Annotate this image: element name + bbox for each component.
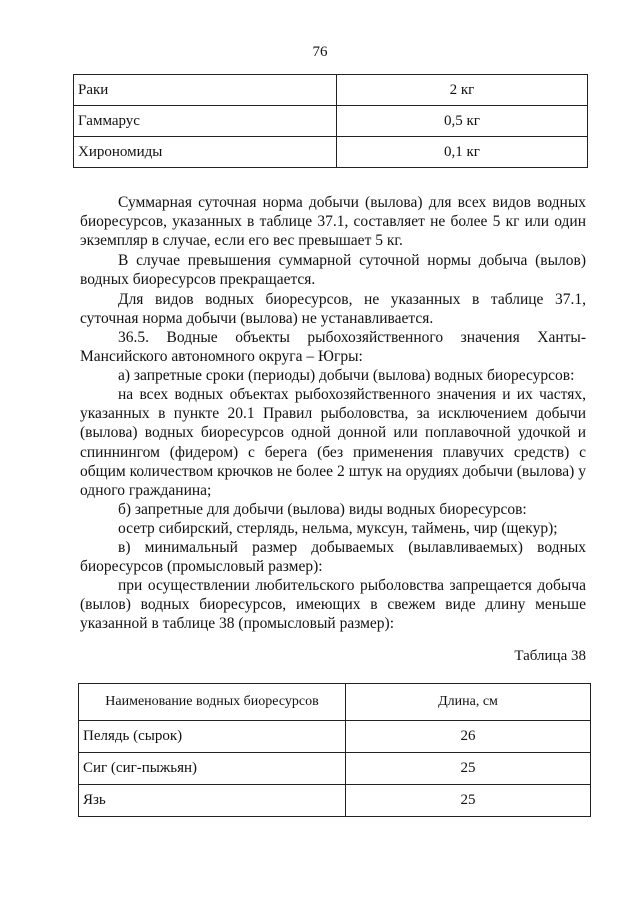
species-name-cell: Раки	[74, 75, 337, 106]
table-row	[74, 137, 588, 168]
species-name-cell: Пелядь (сырок)	[79, 721, 346, 753]
species-name-cell: Сиг (сиг-пыжьян)	[79, 753, 346, 785]
limit-value-cell: 0,1 кг	[337, 137, 588, 168]
daily-limit-table	[73, 74, 588, 168]
page-number: 76	[312, 44, 328, 60]
length-value-cell: 25	[346, 753, 591, 785]
paragraph-minimum-size: в) минимальный размер добываемых (вылавливаемых) водных биоресурсов (промысловый размер):	[80, 539, 586, 576]
paragraph-unlisted-species: Для видов водных биоресурсов, не указанных в таблице 37.1, суточная норма добычи (вылова) не устанавливается.	[80, 291, 586, 328]
table-row	[74, 75, 588, 106]
column-header-species: Наименование водных биоресурсов	[79, 684, 346, 721]
table-row	[79, 753, 591, 785]
table-row	[79, 721, 591, 753]
limit-value-cell: 0,5 кг	[337, 106, 588, 137]
minimum-size-table	[78, 683, 591, 817]
paragraph-total-limit: Суммарная суточная норма добычи (вылова) для всех видов водных биоресурсов, указанных в таблице 37.1, составляет не более 5 кг или один экземпляр в случае, если его вес превышает 5 кг.	[80, 194, 586, 250]
table-row	[79, 785, 591, 817]
limit-value-cell: 2 кг	[337, 75, 588, 106]
species-name-cell: Хирономиды	[74, 137, 337, 168]
column-header-length: Длина, см	[346, 684, 591, 721]
length-value-cell: 25	[346, 785, 591, 817]
paragraph-size-rule: при осуществлении любительского рыболовства запрещается добыча (вылов) водных биоресурсов, имеющих в свежем виде длину меньше указанной в таблице 38 (промысловый размер):	[80, 577, 586, 633]
paragraph-closed-periods: а) запретные сроки (периоды) добычи (вылова) водных биоресурсов:	[118, 367, 575, 384]
length-value-cell: 26	[346, 721, 591, 753]
species-name-cell: Язь	[79, 785, 346, 817]
paragraph-prohibited-list: осетр сибирский, стерлядь, нельма, муксун, таймень, чир (щекур);	[118, 520, 558, 537]
paragraph-prohibited-species: б) запретные для добычи (вылова) виды водных биоресурсов:	[118, 501, 527, 518]
paragraph-closed-periods-detail: на всех водных объектах рыбохозяйственного значения и их частях, указанных в пункте 20.1 Правил рыболовства, за исключением добычи (вылова) водных биоресурсов одной донной или поплавочной удочкой и спиннингом (фидером) с берега (без применения плавучих средств) с общим количеством крючков не более 2 штук на орудиях добычи (вылова) у одного гражданина;	[80, 386, 586, 500]
table-caption: Таблица 38	[514, 648, 586, 664]
table-row	[74, 106, 588, 137]
section-heading-36-5: 36.5. Водные объекты рыбохозяйственного значения Ханты-Мансийского автономного округа – Югры:	[80, 329, 586, 366]
table-header-row	[79, 684, 591, 721]
species-name-cell: Гаммарус	[74, 106, 337, 137]
paragraph-exceed-limit: В случае превышения суммарной суточной нормы добыча (вылов) водных биоресурсов прекращается.	[80, 252, 586, 289]
